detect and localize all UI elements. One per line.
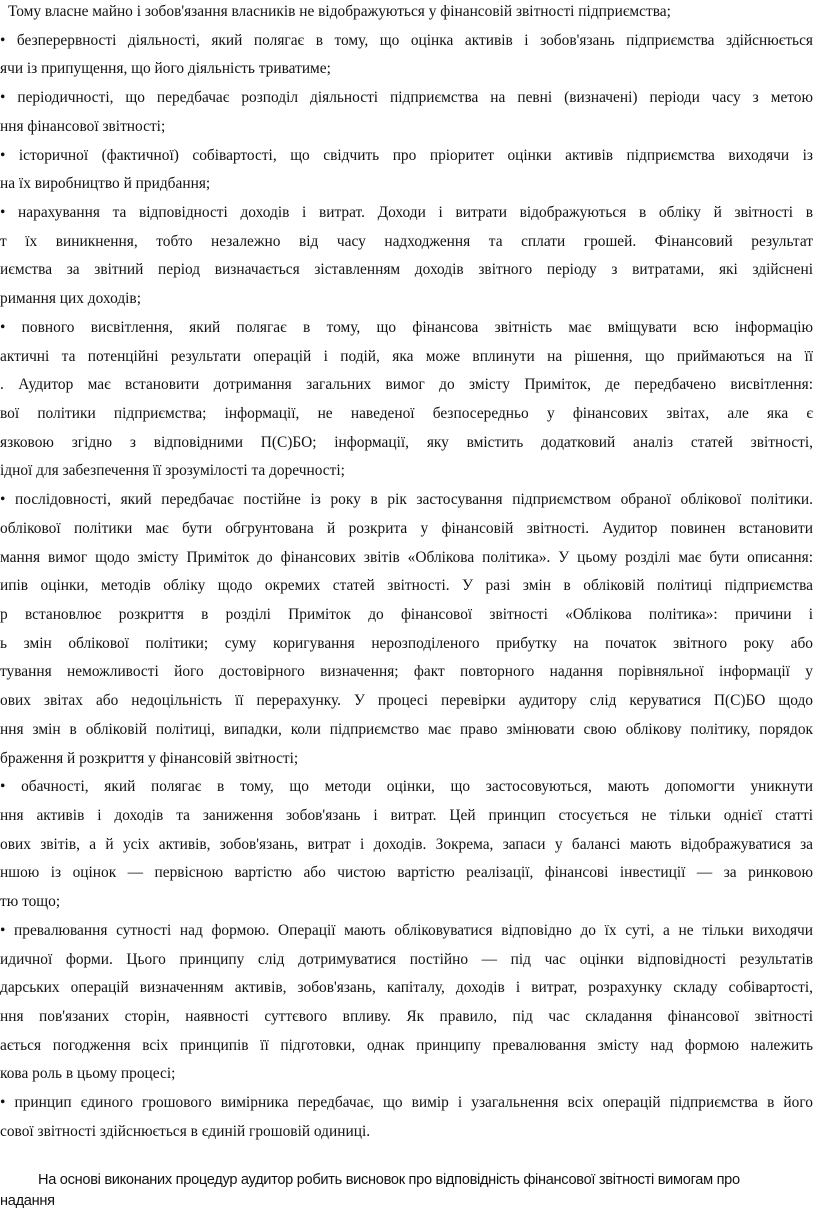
text-line: ння змін в обліковій політиці, випадки, коли підприємство має право змінювати свою облікову політику, порядок — [0, 721, 813, 738]
text-line: . Аудитор має встановити дотримання загальних вимог до змісту Приміток, де передбачено висвітлення: — [0, 376, 813, 393]
text-line: идичної форми. Цього принципу слід дотримуватися постійно — під час оцінки відповідності результатів — [0, 951, 813, 968]
text-line: ння активів і доходів та заниження зобов'язань і витрат. Цей принцип стосується не тільки однієї статті — [0, 807, 813, 824]
text-line: • обачності, який полягає в тому, що методи оцінки, що застосовуються, мають допомогти уникнути — [0, 778, 813, 795]
text-line: ових звітів, а й усіх активів, зобов'язань, витрат і доходів. Зокрема, запаси у балансі мають відображуватися за — [0, 836, 813, 853]
text-line: ається погодження всіх принципів її підготовки, однак принципу превалювання змісту над формою належить — [0, 1037, 813, 1054]
text-line: • превалювання сутності над формою. Операції мають обліковуватися відповідно до їх суті, а не тільки виходячи — [0, 922, 813, 939]
text-line: ідної для забезпечення її зрозумілості та доречності; — [0, 462, 345, 479]
text-line: актичні та потенційні результати операцій і подій, яка може вплинути на рішення, що приймаються на її — [0, 348, 813, 365]
text-line: ових звітах або недоцільність її перерахунку. У процесі перевірки аудитору слід керуватися П(С)БО щодо — [0, 692, 813, 709]
text-line: вої політики підприємства; інформації, не наведеної безпосередньо у фінансових звітах, але яка є — [0, 405, 813, 422]
text-line: иємства за звітний період визначається зіставленням доходів звітного періоду з витратами, які здійснені — [0, 261, 813, 278]
text-line: мання вимог щодо змісту Приміток до фінансових звітів «Облікова політика». У цьому розділі має бути описання: — [0, 549, 813, 566]
text-line: На основі виконаних процедур аудитор робить висновок про відповідність фінансової звітності вимогам про — [38, 1172, 740, 1188]
text-line: ншою із оцінок — первісною вартістю або чистою вартістю реалізації, фінансові інвестиції — за ринковою — [0, 864, 813, 881]
text-line: тю тощо; — [0, 893, 61, 910]
text-line: • історичної (фактичної) собівартості, що свідчить про пріоритет оцінки активів підприємства виходячи із — [0, 147, 813, 164]
text-line: ння фінансової звітності; — [0, 118, 166, 135]
text-line: Тому власне майно і зобов'язання власників не відображуються у фінансовій звітності підприємства; — [8, 3, 671, 20]
text-line: ь змін облікової політики; суму коригування нерозподіленого прибутку на початок звітного року або — [0, 635, 813, 652]
text-line: р встановлює розкриття в розділі Приміток до фінансової звітності «Облікова політика»: причини і — [0, 606, 813, 623]
text-line: сової звітності здійснюється в єдиній грошовій одиниці. — [0, 1123, 371, 1140]
text-line: • принцип єдиного грошового вимірника передбачає, що вимір і узагальнення всіх операцій підприємства в його — [0, 1094, 813, 1111]
text-line: • безперервності діяльності, який полягає в тому, що оцінка активів і зобов'язань підприємства здійснюється — [0, 32, 813, 49]
text-line: кова роль в цьому процесі; — [0, 1065, 176, 1082]
text-line: т їх виникнення, тобто незалежно від часу надходження та сплати грошей. Фінансовий результат — [0, 233, 813, 250]
text-line: римання цих доходів; — [0, 290, 141, 307]
text-line: браження й розкриття у фінансовій звітності; — [0, 750, 299, 767]
text-line: • послідовності, який передбачає постійне із року в рік застосування підприємством обраної облікової політики. — [0, 491, 813, 508]
text-line: ячи із припущення, що його діяльність триватиме; — [0, 60, 331, 77]
text-line: язковою згідно з відповідними П(С)БО; інформації, яку вмістить додатковий аналіз статей звітності, — [0, 434, 813, 451]
text-line: • періодичності, що передбачає розподіл діяльності підприємства на певні (визначені) періоди часу з метою — [0, 89, 813, 106]
text-line: тування неможливості його достовірного визначення; факт повторного надання порівняльної інформації у — [0, 663, 813, 680]
text-line: облікової політики має бути обгрунтована й розкрита у фінансовій звітності. Аудитор повинен встановити — [0, 520, 813, 537]
text-line: • повного висвітлення, який полягає в тому, що фінансова звітність має вміщувати всю інформацію — [0, 319, 813, 336]
text-line: дарських операцій визначенням активів, зобов'язань, капіталу, доходів і витрат, розрахунку складу собівартості, — [0, 979, 813, 996]
text-line: ипів оцінки, методів обліку щодо окремих статей звітності. У разі змін в обліковій політиці підприємства — [0, 577, 813, 594]
text-line: на їх виробництво й придбання; — [0, 175, 211, 192]
text-line: надання — [0, 1193, 55, 1209]
text-line: • нарахування та відповідності доходів і витрат. Доходи і витрати відображуються в обліку й звітності в — [0, 204, 813, 221]
text-line: ння пов'язаних сторін, наявності суттєвого впливу. Як правило, під час складання фінансової звітності — [0, 1008, 813, 1025]
